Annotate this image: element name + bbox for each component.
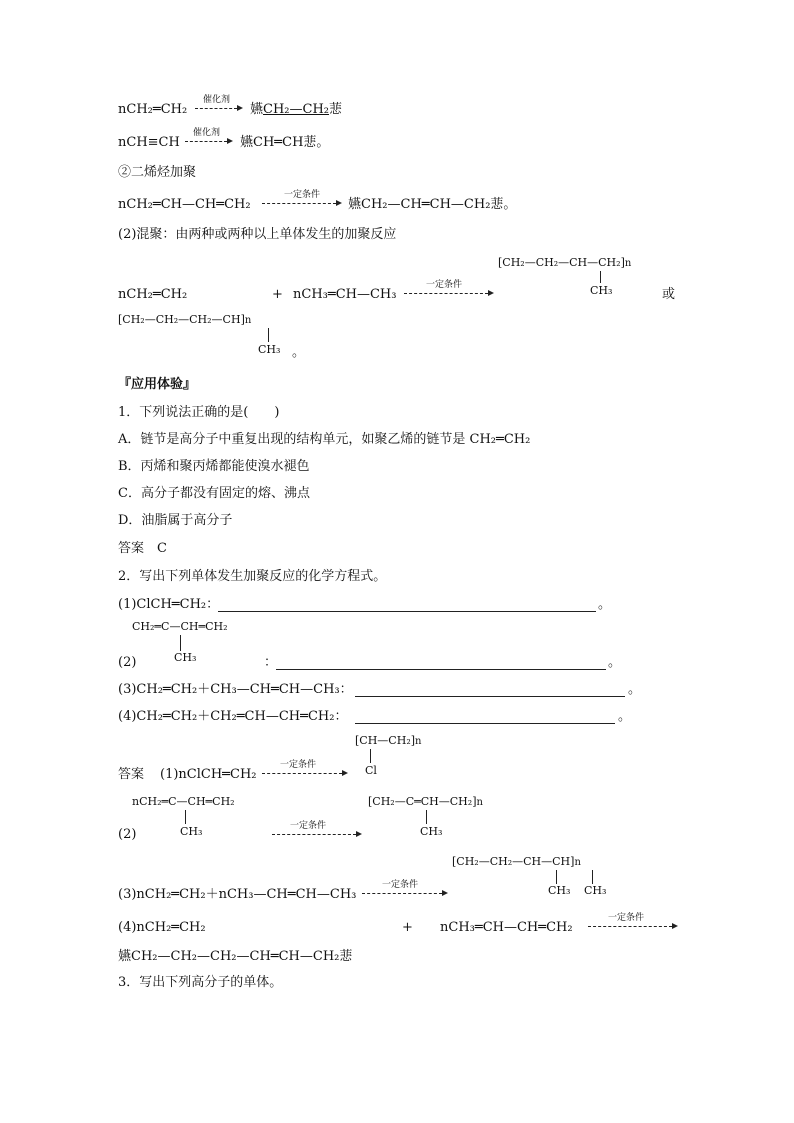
ans2-4-monomer2: nCH₃═CH—CH═CH₂: [440, 920, 573, 935]
q2-stem: 2．写出下列单体发生加聚反应的化学方程式。: [118, 569, 387, 584]
ans2-3-left: (3)nCH₂═CH₂＋nCH₃—CH═CH—CH₃: [118, 887, 357, 902]
q2-item3: (3)CH₂═CH₂＋CH₃—CH═CH—CH₃：: [118, 682, 353, 697]
eq4-end: 。: [292, 345, 306, 360]
q2-item4-blank[interactable]: [355, 723, 615, 724]
eq1-right-bracket: [250, 102, 342, 118]
q3-stem: 3．写出下列高分子的单体。: [118, 975, 283, 990]
ans2-2-product-bond: [426, 810, 427, 824]
q2-item4-end: 。: [618, 709, 632, 724]
q1-option-a: A．链节是高分子中重复出现的结构单元，如聚乙烯的链节是 CH₂═CH₂: [118, 432, 531, 447]
bracket-close: 蕜: [329, 102, 343, 117]
q2-item2-label: (2): [118, 655, 137, 670]
eq1-repeat-unit: CH₂—CH₂: [263, 102, 330, 117]
ans2-2-arrow: [272, 818, 364, 838]
eq4-condition: 一定条件: [426, 280, 463, 290]
ans2-2-left-branch: CH₃: [180, 825, 203, 838]
eq4-monomer1: nCH₂═CH₂: [118, 287, 188, 302]
q1-stem: 1．下列说法正确的是( ): [118, 405, 280, 420]
ans2-label: 答案: [118, 767, 145, 782]
eq4-monomer2: nCH₃═CH—CH₃: [293, 287, 397, 302]
q2-item2-blank[interactable]: [276, 669, 606, 670]
ans2-3-branch1: CH₃: [548, 884, 571, 897]
ans2-4-monomer1: (4)nCH₂═CH₂: [118, 920, 206, 935]
ans2-4-product: 嬿CH₂—CH₂—CH₂—CH═CH—CH₂蕜: [118, 949, 353, 964]
eq4-plus: +: [272, 287, 283, 302]
eq3-arrow: [262, 187, 342, 207]
eq4-or: 或: [662, 287, 676, 302]
q2-item1: (1)ClCH═CH₂：: [118, 597, 220, 612]
eq2-left: nCH≡CH: [118, 135, 180, 150]
q2-item3-blank[interactable]: [355, 696, 625, 697]
ans2-4-condition: 一定条件: [608, 913, 645, 923]
ans2-1-product-bond: [370, 749, 371, 763]
q2-item1-blank[interactable]: [218, 611, 596, 612]
ans2-3-branch2: CH₃: [584, 884, 607, 897]
section-title: 『应用体验』: [118, 377, 197, 392]
q2-item4: (4)CH₂═CH₂＋CH₂═CH—CH═CH₂：: [118, 709, 348, 724]
ans2-1-product: [CH—CH₂]n: [355, 734, 422, 747]
eq1-arrow: [195, 92, 245, 112]
copolymer-heading: (2)混聚：由两种或两种以上单体发生的加聚反应: [118, 227, 397, 242]
q2-item2-colon: ：: [264, 655, 278, 670]
eq2-condition: 催化剂: [193, 128, 221, 138]
q1-option-b: B．丙烯和聚丙烯都能使溴水褪色: [118, 459, 310, 474]
ans2-1-left: (1)nClCH═CH₂: [160, 767, 257, 782]
ans2-2-left-bond: [185, 810, 186, 824]
ans2-1-arrow: [262, 757, 352, 777]
eq4-product-a-branch: CH₃: [590, 284, 613, 297]
eq4-product-b-branch: CH₃: [258, 343, 281, 356]
eq3-condition: 一定条件: [284, 190, 321, 200]
ans2-4-arrow: [588, 910, 680, 930]
ans2-3-product-bond2: [592, 870, 593, 884]
diene-heading: ②二烯烃加聚: [118, 165, 197, 180]
q2-item2-bond: [180, 635, 181, 651]
eq4-product-a: [CH₂—CH₂—CH—CH₂]n: [498, 256, 632, 269]
ans2-2-product-branch: CH₃: [420, 825, 443, 838]
ans2-3-arrow: [362, 877, 450, 897]
eq3-left: nCH₂═CH—CH═CH₂: [118, 197, 251, 212]
ans2-2-product: [CH₂—C═CH—CH₂]n: [368, 795, 483, 808]
ans2-1-product-branch: Cl: [365, 764, 377, 777]
eq4-product-b: [CH₂—CH₂—CH₂—CH]n: [118, 313, 252, 326]
eq2-right-bracket: 嬿CH═CH蕜。: [240, 135, 330, 150]
eq4-arrow: [404, 277, 494, 297]
ans2-1-condition: 一定条件: [280, 760, 317, 770]
eq2-repeat-unit: CH═CH: [253, 135, 304, 150]
eq3-right-bracket: 嬿CH₂—CH═CH—CH₂蕜。: [348, 197, 517, 212]
ans2-3-product-bond1: [556, 870, 557, 884]
q2-item3-end: 。: [628, 682, 642, 697]
q2-item2-end: 。: [608, 655, 622, 670]
eq1-left: nCH₂═CH₂: [118, 102, 188, 117]
ans2-4-plus: +: [402, 920, 413, 935]
ans2-3-product: [CH₂—CH₂—CH—CH]n: [452, 855, 581, 868]
eq4-product-b-bond: [268, 328, 269, 342]
ans2-2-condition: 一定条件: [290, 821, 327, 831]
bracket-open: 嬿: [250, 102, 264, 117]
q2-item2-branch: CH₃: [174, 651, 197, 664]
ans2-2-label: (2): [118, 827, 137, 842]
q1-option-c: C．高分子都没有固定的熔、沸点: [118, 486, 310, 501]
eq2-arrow: [185, 125, 235, 145]
eq4-product-a-bond: [600, 271, 601, 283]
eq1-condition: 催化剂: [203, 95, 231, 105]
ans2-2-left-structure: nCH₂═C—CH═CH₂: [132, 795, 235, 808]
eq3-repeat-unit: CH₂—CH═CH—CH₂: [361, 197, 491, 212]
q1-answer: 答案 C: [118, 541, 167, 556]
q2-item1-end: 。: [598, 597, 612, 612]
q1-option-d: D．油脂属于高分子: [118, 513, 233, 528]
q2-item2-structure: CH₂═C—CH═CH₂: [132, 620, 228, 633]
ans2-3-condition: 一定条件: [382, 880, 419, 890]
